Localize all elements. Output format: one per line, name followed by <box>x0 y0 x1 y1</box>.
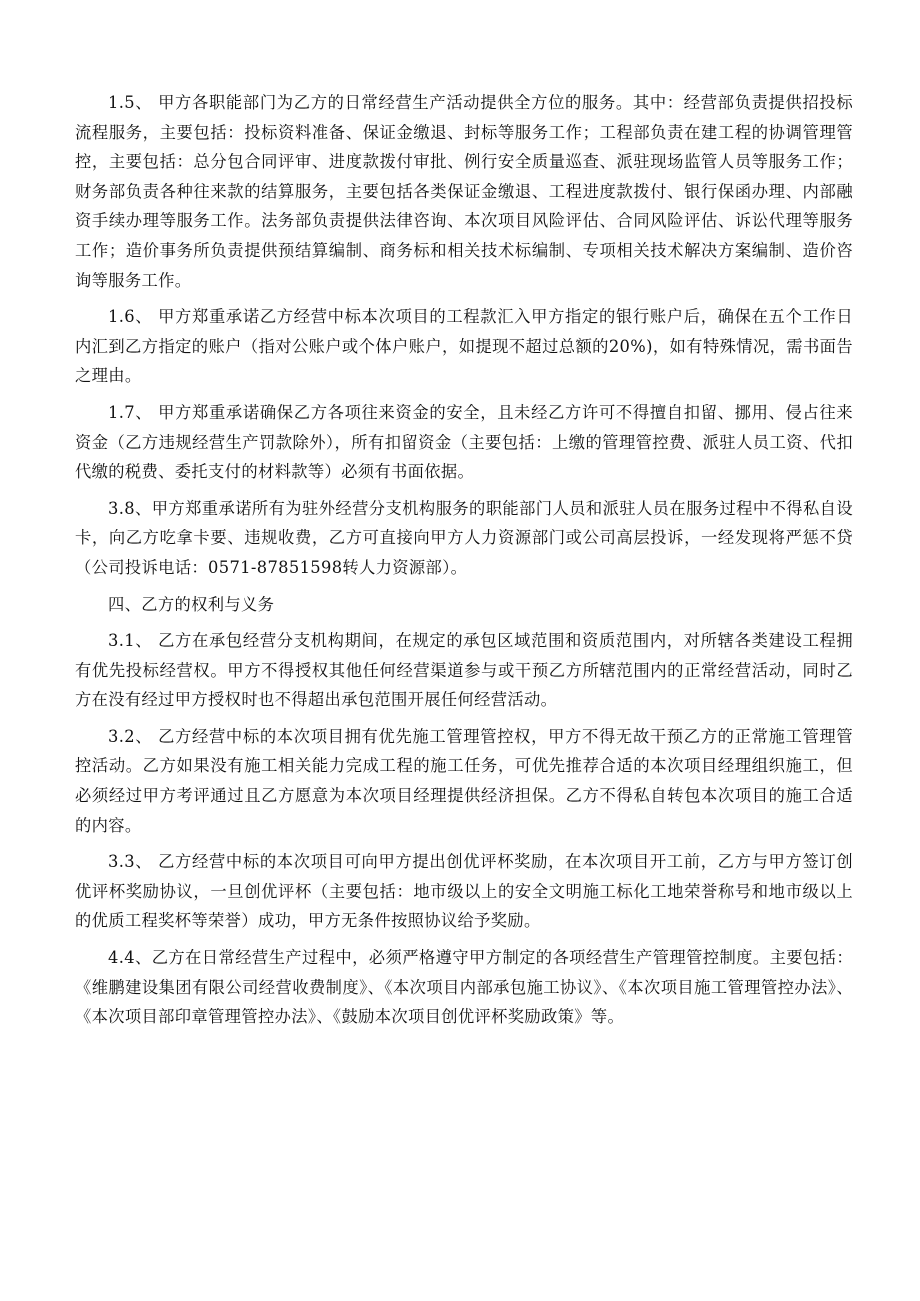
paragraph-1-7: 1.7、 甲方郑重承诺确保乙方各项往来资金的安全，且未经乙方许可不得擅自扣留、挪用、侵占往来资金（乙方违规经营生产罚款除外），所有扣留资金（主要包括：上缴的管理管控费、派驻人员工资、代扣代缴的税费、委托支付的材料款等）必须有书面依据。 <box>75 402 853 482</box>
paragraph-4-4: 4.4、乙方在日常经营生产过程中，必须严格遵守甲方制定的各项经营生产管理管控制度。主要包括：《维鹏建设集团有限公司经营收费制度》、《本次项目内部承包施工协议》、《本次项目施工管理管控办法》、《本次项目部印章管理管控办法》、《鼓励本次项目创优评杯奖励政策》等。 <box>75 948 853 1027</box>
paragraph-3-2: 3.2、 乙方经营中标的本次项目拥有优先施工管理管控权，甲方不得无故干预乙方的正常施工管理管控活动。乙方如果没有施工相关能力完成工程的施工任务，可优先推荐合适的本次项目经理组织施工，但必须经过甲方考评通过且乙方愿意为本次项目经理提供经济担保。乙方不得私自转包本次项目的施工合适的内容。 <box>75 726 853 835</box>
paragraph-3-8: 3.8、甲方郑重承诺所有为驻外经营分支机构服务的职能部门人员和派驻人员在服务过程中不得私自设卡，向乙方吃拿卡要、违规收费，乙方可直接向甲方人力资源部门或公司高层投诉，一经发现将严惩不贷（公司投诉电话：0571-87851598转人力资源部）。 <box>75 498 853 577</box>
paragraph-1-5: 1.5、 甲方各职能部门为乙方的日常经营生产活动提供全方位的服务。其中：经营部负责提供招投标流程服务，主要包括：投标资料准备、保证金缴退、封标等服务工作；工程部负责在建工程的协调管理管控，主要包括：总分包合同评审、进度款拨付审批、例行安全质量巡查、派驻现场监管人员等服务工作；财务部负责各种往来款的结算服务，主要包括各类保证金缴退、工程进度款拨付、银行保函办理、内部融资手续办理等服务工作。法务部负责提供法律咨询、本次项目风险评估、合同风险评估、诉讼代理等服务工作；造价事务所负责提供预结算编制、商务标和相关技术标编制、专项相关技术解决方案编制、造价咨询等服务工作。 <box>75 93 853 290</box>
paragraph-3-3: 3.3、 乙方经营中标的本次项目可向甲方提出创优评杯奖励，在本次项目开工前，乙方与甲方签订创优评杯奖励协议，一旦创优评杯（主要包括：地市级以上的安全文明施工标化工地荣誉称号和地市级以上的优质工程奖杯等荣誉）成功，甲方无条件按照协议给予奖励。 <box>75 852 853 931</box>
document-page <box>75 88 853 1039</box>
section-heading: 四、乙方的权利与义务 <box>108 594 275 614</box>
paragraph-3-1: 3.1、 乙方在承包经营分支机构期间，在规定的承包区域范围和资质范围内，对所辖各类建设工程拥有优先投标经营权。甲方不得授权其他任何经营渠道参与或干预乙方所辖范围内的正常经营活动，同时乙方在没有经过甲方授权时也不得超出承包范围开展任何经营活动。 <box>75 631 853 710</box>
paragraph-1-6: 1.6、 甲方郑重承诺乙方经营中标本次项目的工程款汇入甲方指定的银行账户后，确保在五个工作日内汇到乙方指定的账户（指对公账户或个体户账户，如提现不超过总额的20%)，如有特殊情况，需书面告之理由。 <box>75 307 853 386</box>
